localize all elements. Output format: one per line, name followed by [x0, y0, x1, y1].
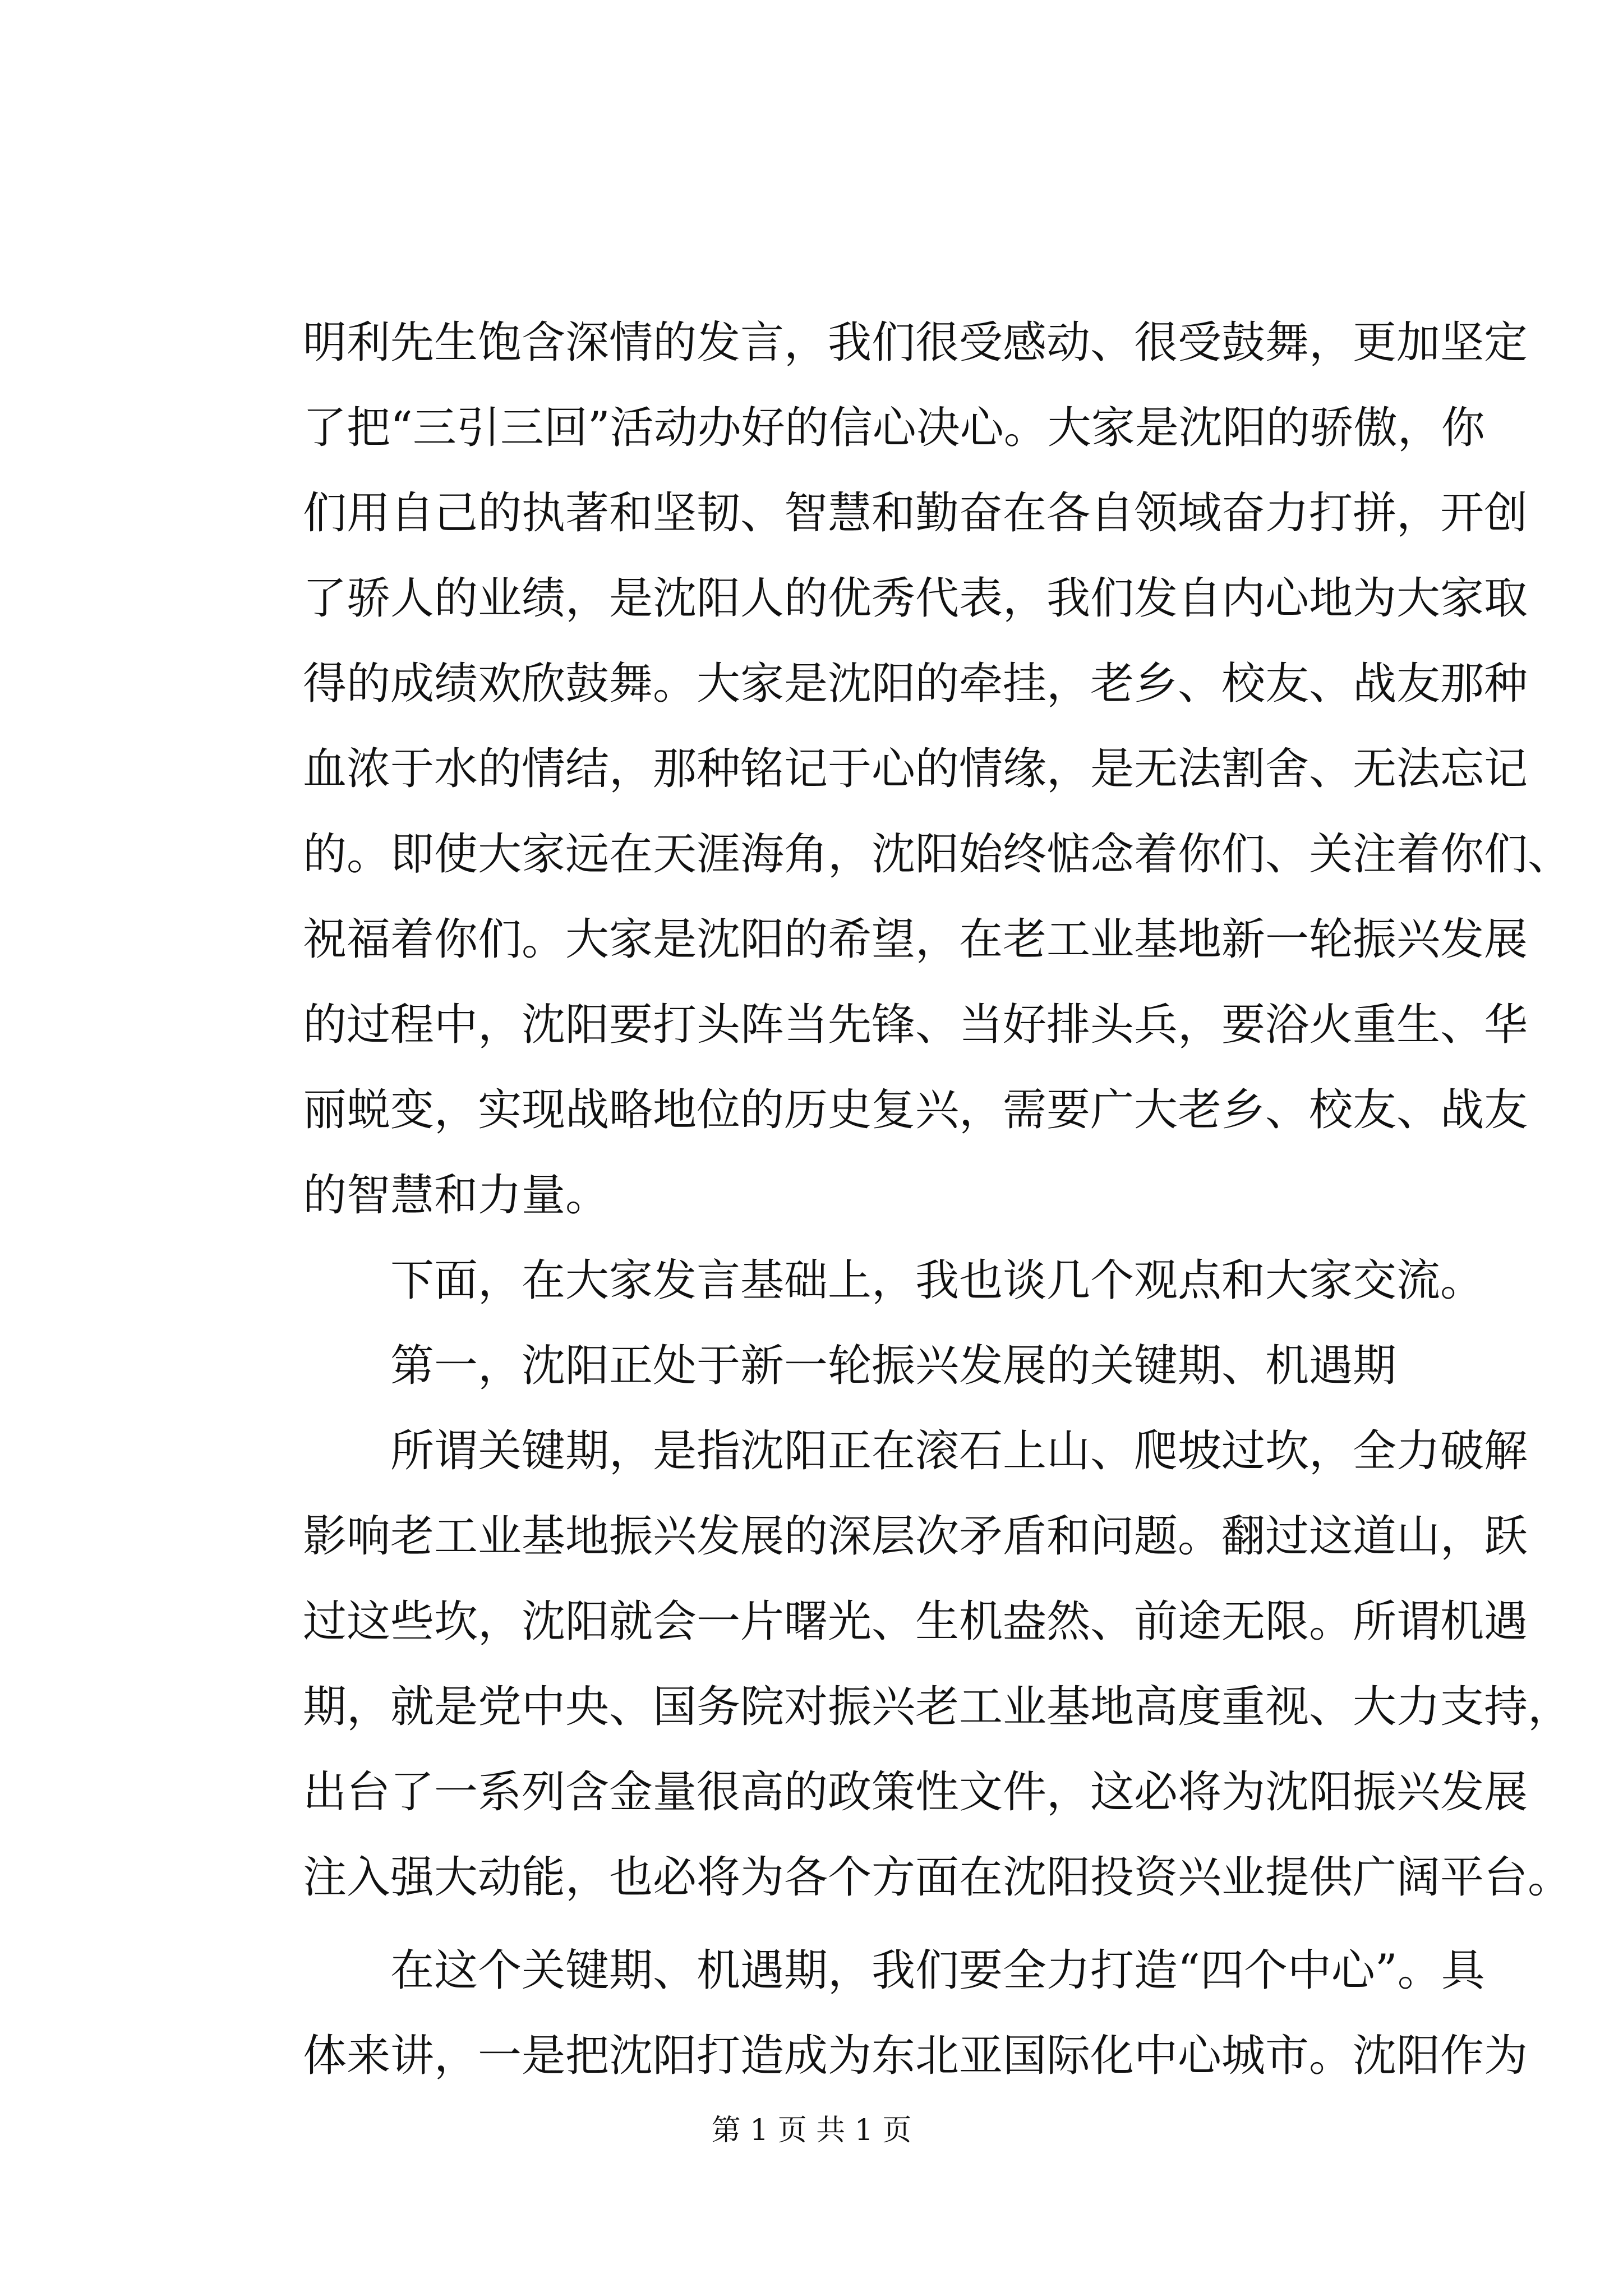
- text-line: 丽蜕变，实现战略地位的历史复兴，需要广大老乡、校友、战友: [303, 1085, 1528, 1135]
- text-line: 得的成绩欢欣鼓舞。大家是沈阳的牵挂，老乡、校友、战友那种: [303, 659, 1528, 709]
- text-line: 期，就是党中央、国务院对振兴老工业基地高度重视、大力支持，: [303, 1682, 1572, 1732]
- paragraph-line: 所谓关键期，是指沈阳正在滚石上山、爬坡过坎，全力破解: [390, 1426, 1528, 1476]
- text-line: 们用自己的执著和坚韧、智慧和勤奋在各自领域奋力打拼，开创: [303, 488, 1528, 539]
- text-line: 了骄人的业绩，是沈阳人的优秀代表，我们发自内心地为大家取: [303, 573, 1528, 624]
- text-line: 体来讲，一是把沈阳打造成为东北亚国际化中心城市。沈阳作为: [303, 2031, 1528, 2081]
- text-line: 注入强大动能，也必将为各个方面在沈阳投资兴业提供广阔平台。: [303, 1852, 1572, 1903]
- text-line: 的。即使大家远在天涯海角，沈阳始终惦念着你们、关注着你们、: [303, 829, 1572, 880]
- text-line: 血浓于水的情结，那种铭记于心的情缘，是无法割舍、无法忘记: [303, 744, 1528, 794]
- section-heading: 第一，沈阳正处于新一轮振兴发展的关键期、机遇期: [390, 1341, 1397, 1391]
- body-text: [303, 300, 1572, 2099]
- text-line: 影响老工业基地振兴发展的深层次矛盾和问题。翻过这道山，跃: [303, 1511, 1528, 1562]
- page-number-footer: 第 1 页 共 1 页: [711, 2114, 912, 2147]
- text-line: 过这些坎，沈阳就会一片曙光、生机盎然、前途无限。所谓机遇: [303, 1596, 1528, 1647]
- text-line: 明利先生饱含深情的发言，我们很受感动、很受鼓舞，更加坚定: [303, 318, 1528, 368]
- text-line: 了把“三引三回”活动办好的信心决心。大家是沈阳的骄傲，你: [303, 403, 1485, 453]
- text-line: 的智慧和力量。: [303, 1170, 610, 1221]
- paragraph-line: 下面，在大家发言基础上，我也谈几个观点和大家交流。: [390, 1255, 1484, 1306]
- text-line: 祝福着你们。大家是沈阳的希望，在老工业基地新一轮振兴发展: [303, 914, 1528, 965]
- text-line: 出台了一系列含金量很高的政策性文件，这必将为沈阳振兴发展: [303, 1767, 1528, 1818]
- text-line: 的过程中，沈阳要打头阵当先锋、当好排头兵，要浴火重生、华: [303, 1000, 1528, 1050]
- paragraph-line: 在这个关键期、机遇期，我们要全力打造“四个中心”。具: [390, 1945, 1485, 1996]
